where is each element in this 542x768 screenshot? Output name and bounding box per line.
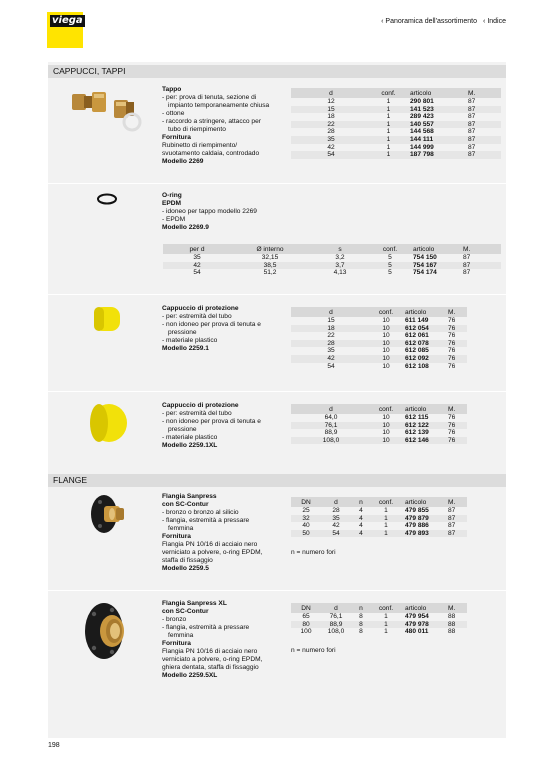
spec-line: - ottone <box>162 110 185 117</box>
cell: 1 <box>384 522 388 530</box>
cell: 87 <box>463 254 471 261</box>
supply-label: Fornitura <box>162 640 191 647</box>
article-number[interactable]: 612 122 <box>401 422 446 430</box>
cell: 10 <box>371 437 401 445</box>
article-number[interactable]: 144 999 <box>410 143 434 151</box>
cell: 32 <box>291 515 321 523</box>
spec-line: - materiale plastico <box>162 434 218 441</box>
table-row <box>291 363 467 371</box>
cell: 8 <box>359 613 363 620</box>
col-header: M. <box>446 497 467 507</box>
cell: 76 <box>446 437 467 445</box>
index-link[interactable]: ‹ Indice <box>483 18 506 25</box>
cell: 35 <box>327 347 335 355</box>
section-header-caps: CAPPUCCI, TAPPI <box>48 65 506 78</box>
col-header: articolo <box>401 404 446 414</box>
product-title: Flangia Sanpress XL <box>162 600 227 607</box>
cell: 10 <box>382 414 390 421</box>
table-row <box>291 429 467 437</box>
spec-line: - non idoneo per prova di tenuta e <box>162 321 261 328</box>
article-number[interactable]: 754 150 <box>413 254 437 261</box>
footnote: n = numero fori <box>291 647 336 654</box>
viega-logo[interactable] <box>47 12 83 48</box>
divider <box>48 183 506 184</box>
cell: 87 <box>466 121 501 129</box>
cell: 10 <box>382 317 390 324</box>
cell: 10 <box>371 422 401 430</box>
article-table <box>291 88 501 159</box>
supply-line: Rubinetto di riempimento/ <box>162 142 238 149</box>
cell: 88,9 <box>321 621 351 629</box>
flange-image <box>88 492 128 536</box>
spec-line: - idoneo per tappo modello 2269 <box>162 208 257 215</box>
article-number[interactable]: 612 054 <box>401 325 446 333</box>
article-number[interactable]: 480 011 <box>405 628 429 636</box>
protective-cap-xl-image <box>86 402 128 444</box>
spec-line: femmina <box>168 525 194 532</box>
table-row <box>291 325 467 333</box>
cell: 51,2 <box>263 269 277 277</box>
supply-line: ghiera dentata, staffa di fissaggio <box>162 664 259 671</box>
product-title: Cappuccio di protezione <box>162 305 239 312</box>
article-number[interactable]: 612 085 <box>405 347 429 355</box>
product-subtitle: con SC-Contur <box>162 501 209 508</box>
cell: 1 <box>371 151 406 159</box>
cell: 28 <box>291 340 371 348</box>
page-number: 198 <box>48 742 60 749</box>
col-header: articolo <box>409 244 461 254</box>
col-header: s <box>309 244 371 254</box>
cell: 22 <box>327 332 335 340</box>
cell: 10 <box>382 347 390 355</box>
protective-cap-image <box>92 305 122 333</box>
col-header: conf. <box>371 603 401 613</box>
article-number[interactable]: 612 115 <box>405 414 429 421</box>
spec-line: - EPDM <box>162 216 186 223</box>
cell: 3,7 <box>309 262 371 270</box>
cell: 76 <box>448 414 456 421</box>
article-number[interactable]: 612 061 <box>405 332 429 340</box>
cell: 80 <box>291 621 321 629</box>
col-header: per d <box>163 244 231 254</box>
col-header: d <box>291 307 371 317</box>
table-row <box>291 613 467 621</box>
table-row <box>291 507 467 515</box>
col-header: DN <box>291 497 321 507</box>
article-number[interactable]: 612 078 <box>401 340 446 348</box>
model-number: Modello 2259.1XL <box>162 442 218 449</box>
cell: 1 <box>371 136 406 144</box>
table-row <box>291 515 467 523</box>
article-number[interactable]: 479 855 <box>405 507 429 514</box>
cell: 1 <box>371 621 401 629</box>
article-number[interactable]: 754 174 <box>413 269 437 277</box>
product-description <box>162 493 290 573</box>
article-table <box>291 603 467 636</box>
article-table <box>291 497 467 537</box>
cell: 87 <box>468 128 476 136</box>
cell: 76 <box>446 422 467 430</box>
spec-line: femmina <box>168 632 194 639</box>
section-header-flanges: FLANGE <box>48 474 506 487</box>
col-header: d <box>321 497 351 507</box>
cell: 42 <box>163 262 231 270</box>
spec-line: - flangia, estremità a pressare <box>162 624 250 631</box>
cell: 5 <box>388 269 392 277</box>
index-link-label: Indice <box>487 18 506 25</box>
col-header: M. <box>446 603 467 613</box>
cell: 1 <box>371 515 401 523</box>
article-number[interactable]: 289 423 <box>410 113 434 121</box>
cell: 4,13 <box>333 269 347 277</box>
cell: 4 <box>351 515 371 523</box>
cell: 87 <box>448 507 456 514</box>
table-row <box>291 340 467 348</box>
table-row <box>291 522 467 530</box>
cell: 87 <box>466 106 501 114</box>
cell: 87 <box>448 522 456 530</box>
table-row <box>291 414 467 422</box>
col-header: conf. <box>371 244 409 254</box>
cell: 87 <box>468 113 476 121</box>
spec-line: - bronzo o bronzo al silicio <box>162 509 239 516</box>
cell: 10 <box>382 362 390 370</box>
cell: 1 <box>384 628 388 636</box>
product-title: Cappuccio di protezione <box>162 402 239 409</box>
article-number[interactable]: 187 798 <box>406 151 466 159</box>
col-header: d <box>291 404 371 414</box>
cell: 5 <box>371 262 409 270</box>
spec-line: - per: prova di tenuta, sezione di <box>162 94 257 101</box>
cell: 32,15 <box>261 254 279 261</box>
col-header: M. <box>466 88 501 98</box>
cell: 87 <box>466 151 501 159</box>
table-row <box>291 530 467 538</box>
col-header: DN <box>291 603 321 613</box>
model-number: Modello 2259.5XL <box>162 672 218 679</box>
cell: 87 <box>446 515 467 523</box>
cell: 76 <box>448 332 456 340</box>
col-header: M. <box>461 244 501 254</box>
article-number[interactable]: 612 146 <box>401 437 446 445</box>
spec-line: - flangia, estremità a pressare <box>162 517 250 524</box>
cell: 18 <box>327 113 335 121</box>
cell: 42 <box>332 522 340 530</box>
table-row <box>291 355 467 363</box>
cell: 4 <box>359 507 363 514</box>
cell: 10 <box>371 325 401 333</box>
cell: 88,9 <box>324 429 338 437</box>
spec-line: - materiale plastico <box>162 337 218 344</box>
cell: 15 <box>291 106 371 114</box>
col-header: M. <box>446 307 467 317</box>
cell: 4 <box>359 522 363 530</box>
product-description <box>162 305 290 353</box>
model-number: Modello 2259.5 <box>162 565 209 572</box>
table-row <box>291 151 501 159</box>
col-header: n <box>351 603 371 613</box>
cell: 3,2 <box>335 254 345 261</box>
divider <box>48 590 506 591</box>
cell: 15 <box>327 317 335 324</box>
spec-line: pressione <box>168 426 197 433</box>
footnote: n = numero fori <box>291 549 336 556</box>
cell: 42 <box>291 355 371 363</box>
cell: 76,1 <box>291 422 371 430</box>
cell: 22 <box>291 121 371 129</box>
article-number[interactable]: 144 111 <box>406 136 466 144</box>
spec-line: impianto temporaneamente chiusa <box>168 102 270 109</box>
product-description <box>162 600 290 680</box>
model-number: Modello 2269.9 <box>162 224 209 231</box>
cell: 10 <box>371 340 401 348</box>
supply-line: verniciato a polvere, o-ring EPDM, <box>162 656 263 663</box>
cell: 87 <box>461 262 501 270</box>
cell: 10 <box>371 355 401 363</box>
product-description <box>162 192 290 232</box>
col-header: conf. <box>371 497 401 507</box>
cell: 54 <box>193 269 201 277</box>
cell: 1 <box>371 106 406 114</box>
cell: 42 <box>327 143 335 151</box>
table-row <box>163 254 501 262</box>
cell: 87 <box>466 136 501 144</box>
cell: 28 <box>332 507 340 514</box>
table-row <box>291 422 467 430</box>
model-number: Modello 2259.1 <box>162 345 209 352</box>
table-row <box>291 317 467 325</box>
cell: 88 <box>446 621 467 629</box>
cell: 1 <box>386 128 391 136</box>
cell: 87 <box>463 269 471 277</box>
cell: 76 <box>448 362 456 370</box>
table-row <box>291 106 501 114</box>
overview-link[interactable]: ‹ Panoramica dell'assortimento <box>381 18 478 25</box>
table-row <box>291 621 467 629</box>
cell: 88 <box>448 613 456 620</box>
col-header: M. <box>446 404 467 414</box>
brand-name: viega <box>52 15 83 26</box>
cell: 35 <box>321 515 351 523</box>
spec-line: - per: estremità del tubo <box>162 313 232 320</box>
article-number[interactable]: 611 149 <box>405 317 429 324</box>
cell: 54 <box>291 151 371 159</box>
product-description <box>162 86 290 166</box>
cell: 88 <box>448 628 456 636</box>
table-row <box>291 98 501 106</box>
cell: 76 <box>448 429 456 437</box>
col-header: articolo <box>401 497 446 507</box>
cell: 5 <box>388 254 392 261</box>
cell: 12 <box>327 98 335 105</box>
product-subtitle: EPDM <box>162 200 182 207</box>
article-number[interactable]: 141 523 <box>406 106 466 114</box>
overview-link-label: Panoramica dell'assortimento <box>385 18 478 25</box>
table-row <box>291 347 467 355</box>
product-title: Tappo <box>162 86 182 93</box>
cell: 108,0 <box>327 628 345 636</box>
divider <box>48 294 506 295</box>
o-ring-image <box>96 192 118 204</box>
supply-line: Flangia PN 10/16 di acciaio nero <box>162 648 258 655</box>
supply-line: verniciato a polvere, o-ring EPDM, <box>162 549 263 556</box>
cell: 8 <box>359 628 363 636</box>
plug-image <box>70 86 148 134</box>
table-row <box>163 269 501 277</box>
spec-line: - bronzo <box>162 616 187 623</box>
table-row <box>291 628 467 636</box>
cell: 65 <box>302 613 310 620</box>
spec-line: pressione <box>168 329 197 336</box>
cell: 76 <box>446 355 467 363</box>
supply-label: Fornitura <box>162 533 191 540</box>
article-number[interactable]: 290 801 <box>410 98 434 105</box>
table-row <box>291 437 467 445</box>
col-header: articolo <box>401 603 446 613</box>
cell: 1 <box>386 98 391 105</box>
article-number[interactable]: 479 886 <box>405 522 429 530</box>
cell: 28 <box>327 128 335 136</box>
supply-line: svuotamento caldaia, controdado <box>162 150 260 157</box>
cell: 100 <box>300 628 312 636</box>
cell: 1 <box>386 143 391 151</box>
top-navigation <box>381 18 506 25</box>
article-number[interactable]: 754 167 <box>409 262 461 270</box>
model-number: Modello 2269 <box>162 158 204 165</box>
col-header: articolo <box>406 88 466 98</box>
article-number[interactable]: 479 978 <box>401 621 446 629</box>
product-description <box>162 402 290 450</box>
table-row <box>163 262 501 270</box>
product-subtitle: con SC-Contur <box>162 608 209 615</box>
cell: 54 <box>321 530 351 538</box>
cell: 1 <box>371 121 406 129</box>
article-number[interactable]: 140 557 <box>406 121 466 129</box>
article-number[interactable]: 144 568 <box>410 128 434 136</box>
cell: 1 <box>371 530 401 538</box>
spec-line: - raccordo a stringere, attacco per <box>162 118 261 125</box>
supply-label: Fornitura <box>162 134 191 141</box>
table-row <box>291 144 501 152</box>
col-header: articolo <box>401 307 446 317</box>
spec-line: - non idoneo per prova di tenuta e <box>162 418 261 425</box>
cell: 76 <box>446 325 467 333</box>
cell: 87 <box>446 530 467 538</box>
col-header: Ø interno <box>231 244 309 254</box>
cell: 76 <box>448 317 456 324</box>
cell: 10 <box>382 332 390 340</box>
cell: 50 <box>291 530 321 538</box>
article-number[interactable]: 479 893 <box>401 530 446 538</box>
article-number[interactable]: 612 108 <box>405 362 429 370</box>
cell: 108,0 <box>291 437 371 445</box>
cell: 1 <box>386 113 391 121</box>
cell: 87 <box>468 98 476 105</box>
article-table <box>163 244 501 277</box>
col-header: d <box>291 88 371 98</box>
table-row <box>291 136 501 144</box>
col-header: conf. <box>371 88 406 98</box>
table-row <box>291 332 467 340</box>
supply-line: Flangia PN 10/16 di acciaio nero <box>162 541 258 548</box>
divider <box>48 391 506 392</box>
cell: 64,0 <box>324 414 338 421</box>
article-number[interactable]: 612 139 <box>405 429 429 437</box>
cell: 35 <box>291 136 371 144</box>
cell: 40 <box>302 522 310 530</box>
supply-line: staffa di fissaggio <box>162 557 213 564</box>
cell: 25 <box>302 507 310 514</box>
cell: 54 <box>327 362 335 370</box>
col-header: conf. <box>371 404 401 414</box>
cell: 76 <box>446 340 467 348</box>
table-row <box>291 121 501 129</box>
cell: 1 <box>384 613 388 620</box>
cell: 1 <box>384 507 388 514</box>
col-header: conf. <box>371 307 401 317</box>
article-number[interactable]: 479 954 <box>405 613 429 620</box>
col-header: n <box>351 497 371 507</box>
table-row <box>291 128 501 136</box>
table-row <box>291 113 501 121</box>
article-table <box>291 404 467 444</box>
article-table <box>291 307 467 370</box>
product-title: Flangia Sanpress <box>162 493 217 500</box>
cell: 76 <box>448 347 456 355</box>
product-title: O-ring <box>162 192 182 199</box>
cell: 87 <box>468 143 476 151</box>
cell: 35 <box>193 254 201 261</box>
col-header: d <box>321 603 351 613</box>
cell: 38,5 <box>231 262 309 270</box>
cell: 8 <box>351 621 371 629</box>
cell: 10 <box>382 429 390 437</box>
flange-xl-image <box>82 600 132 662</box>
spec-line: - per: estremità del tubo <box>162 410 232 417</box>
cell: 18 <box>291 325 371 333</box>
cell: 4 <box>351 530 371 538</box>
article-number[interactable]: 612 092 <box>401 355 446 363</box>
article-number[interactable]: 479 879 <box>401 515 446 523</box>
cell: 76,1 <box>329 613 343 620</box>
spec-line: tubo di riempimento <box>168 126 226 133</box>
